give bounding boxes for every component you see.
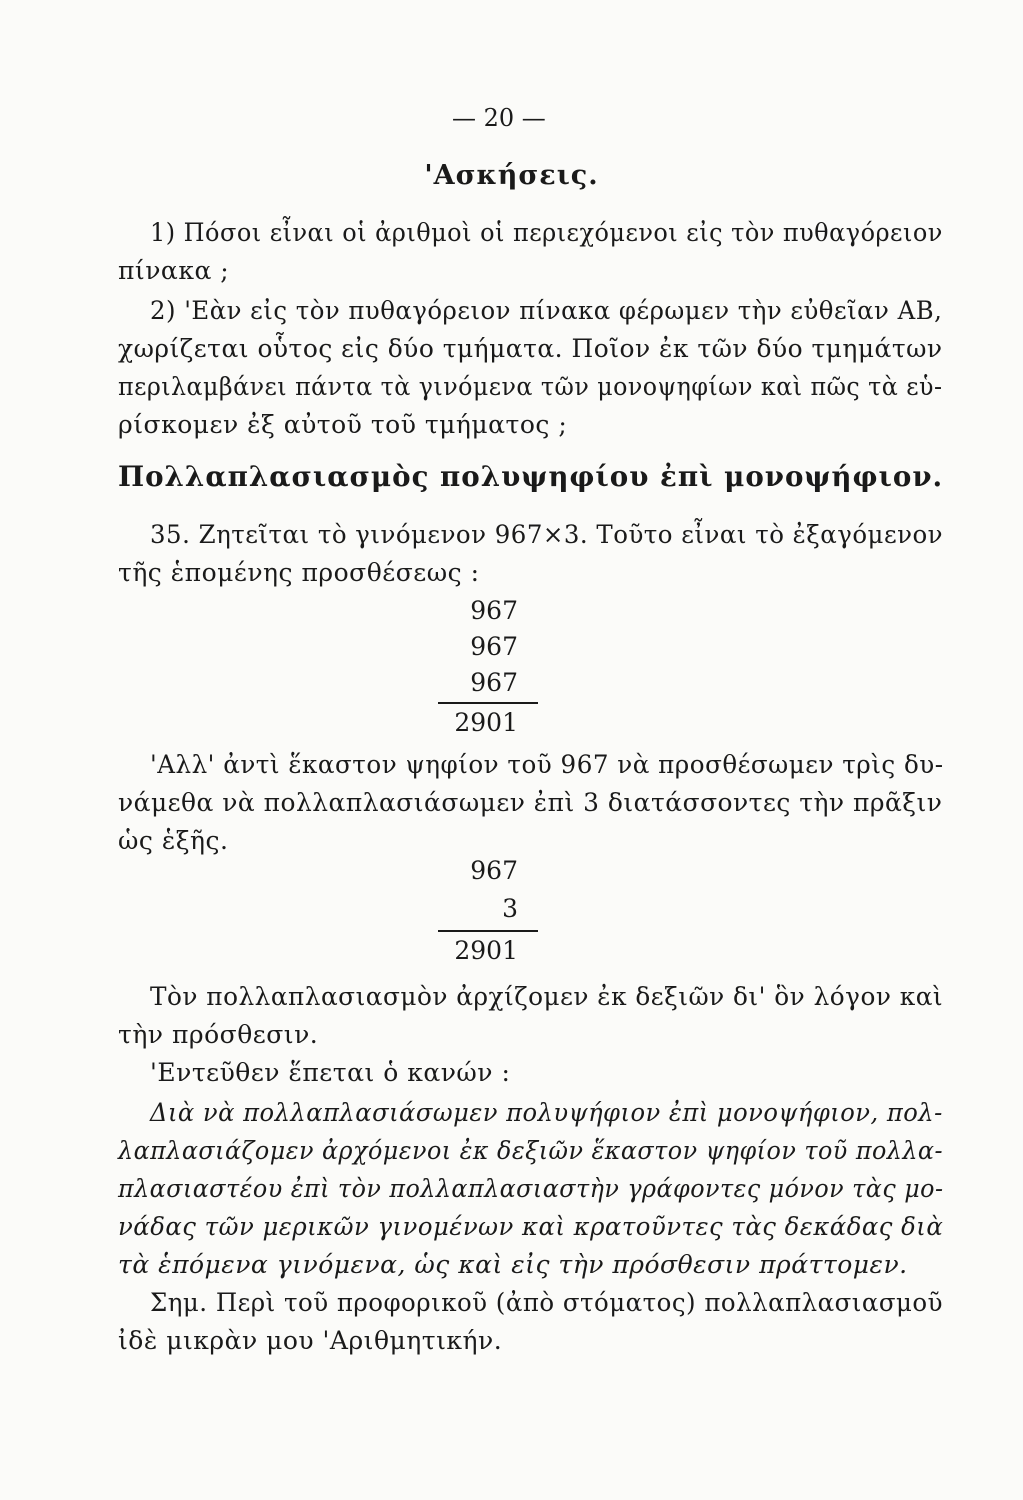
exercise-2-line-3: περιλαμβάνει πάντα τὰ γινόμενα τῶν μονοψηφίων καὶ πῶς τὰ εὑ- (118, 372, 943, 401)
note-line-2: ἰδὲ μικρὰν μου 'Αριθμητικήν. (118, 1326, 503, 1355)
note-line-1: Σημ. Περὶ τοῦ προφορικοῦ (ἀπὸ στόματος) πολλαπλασιασμοῦ (150, 1288, 943, 1317)
multiplication-line (438, 930, 538, 932)
rule-line-5: τὰ ἑπόμενα γινόμενα, ὡς καὶ εἰς τὴν πρόσθεσιν πράττομεν. (118, 1250, 908, 1279)
exercise-2-line-1: 2) 'Εὰν εἰς τὸν πυθαγόρειον πίνακα φέρωμεν τὴν εὐθεῖαν ΑΒ, (150, 296, 943, 325)
page-number: — 20 — (452, 104, 546, 132)
para-enteuthen: 'Εντεῦθεν ἕπεται ὁ κανών : (150, 1058, 511, 1087)
exercise-1-line-2: πίνακα ; (118, 256, 230, 285)
rule-line-2: λαπλασιάζομεν ἀρχόμενοι ἐκ δεξιῶν ἕκαστον ψηφίον τοῦ πολλα- (118, 1136, 944, 1165)
multiplicand: 967 (470, 856, 518, 885)
multiplication-result: 2901 (454, 936, 518, 965)
para-all-line-1: 'Αλλ' ἀντὶ ἕκαστον ψηφίον τοῦ 967 νὰ προσθέσωμεν τρὶς δυ- (150, 750, 944, 779)
section-heading: Πολλαπλασιασμὸς πολυψηφίου ἐπὶ μονοψήφιον. (118, 460, 944, 493)
exercise-2-line-4: ρίσκομεν ἐξ αὐτοῦ τοῦ τμήματος ; (118, 410, 568, 439)
para-ton-line-2: τὴν πρόσθεσιν. (118, 1020, 319, 1049)
addition-row-1: 967 (470, 596, 518, 625)
addition-row-2: 967 (470, 632, 518, 661)
rule-line-3: πλασιαστέου ἐπὶ τὸν πολλαπλασιαστὴν γράφοντες μόνον τὰς μο- (118, 1174, 944, 1203)
exercise-2-line-2: χωρίζεται οὗτος εἰς δύο τμήματα. Ποῖον ἐκ τῶν δύο τμημάτων (118, 334, 943, 363)
addition-result: 2901 (454, 708, 518, 737)
rule-line-1: Διὰ νὰ πολλαπλασιάσωμεν πολυψήφιον ἐπὶ μονοψήφιον, πολ- (150, 1098, 943, 1127)
exercise-1-line-1: 1) Πόσοι εἶναι οἱ ἀριθμοὶ οἱ περιεχόμενοι εἰς τὸν πυθαγόρειον (150, 218, 943, 247)
para-all-line-2: νάμεθα νὰ πολλαπλασιάσωμεν ἐπὶ 3 διατάσσοντες τὴν πρᾶξιν (118, 788, 943, 817)
exercises-heading: 'Ασκήσεις. (424, 160, 599, 191)
para-35-line-1: 35. Ζητεῖται τὸ γινόμενον 967×3. Τοῦτο εἶναι τὸ ἐξαγόμενον (150, 520, 944, 549)
rule-line-4: νάδας τῶν μερικῶν γινομένων καὶ κρατοῦντες τὰς δεκάδας διὰ (118, 1212, 944, 1241)
multiplier: 3 (502, 894, 518, 923)
para-all-line-3: ὡς ἑξῆς. (118, 826, 229, 855)
para-ton-line-1: Τὸν πολλαπλασιασμὸν ἀρχίζομεν ἐκ δεξιῶν δι' ὃν λόγον καὶ (150, 982, 944, 1011)
addition-sum-line (438, 702, 538, 704)
para-35-line-2: τῆς ἑπομένης προσθέσεως : (118, 558, 480, 587)
addition-row-3: 967 (470, 668, 518, 697)
